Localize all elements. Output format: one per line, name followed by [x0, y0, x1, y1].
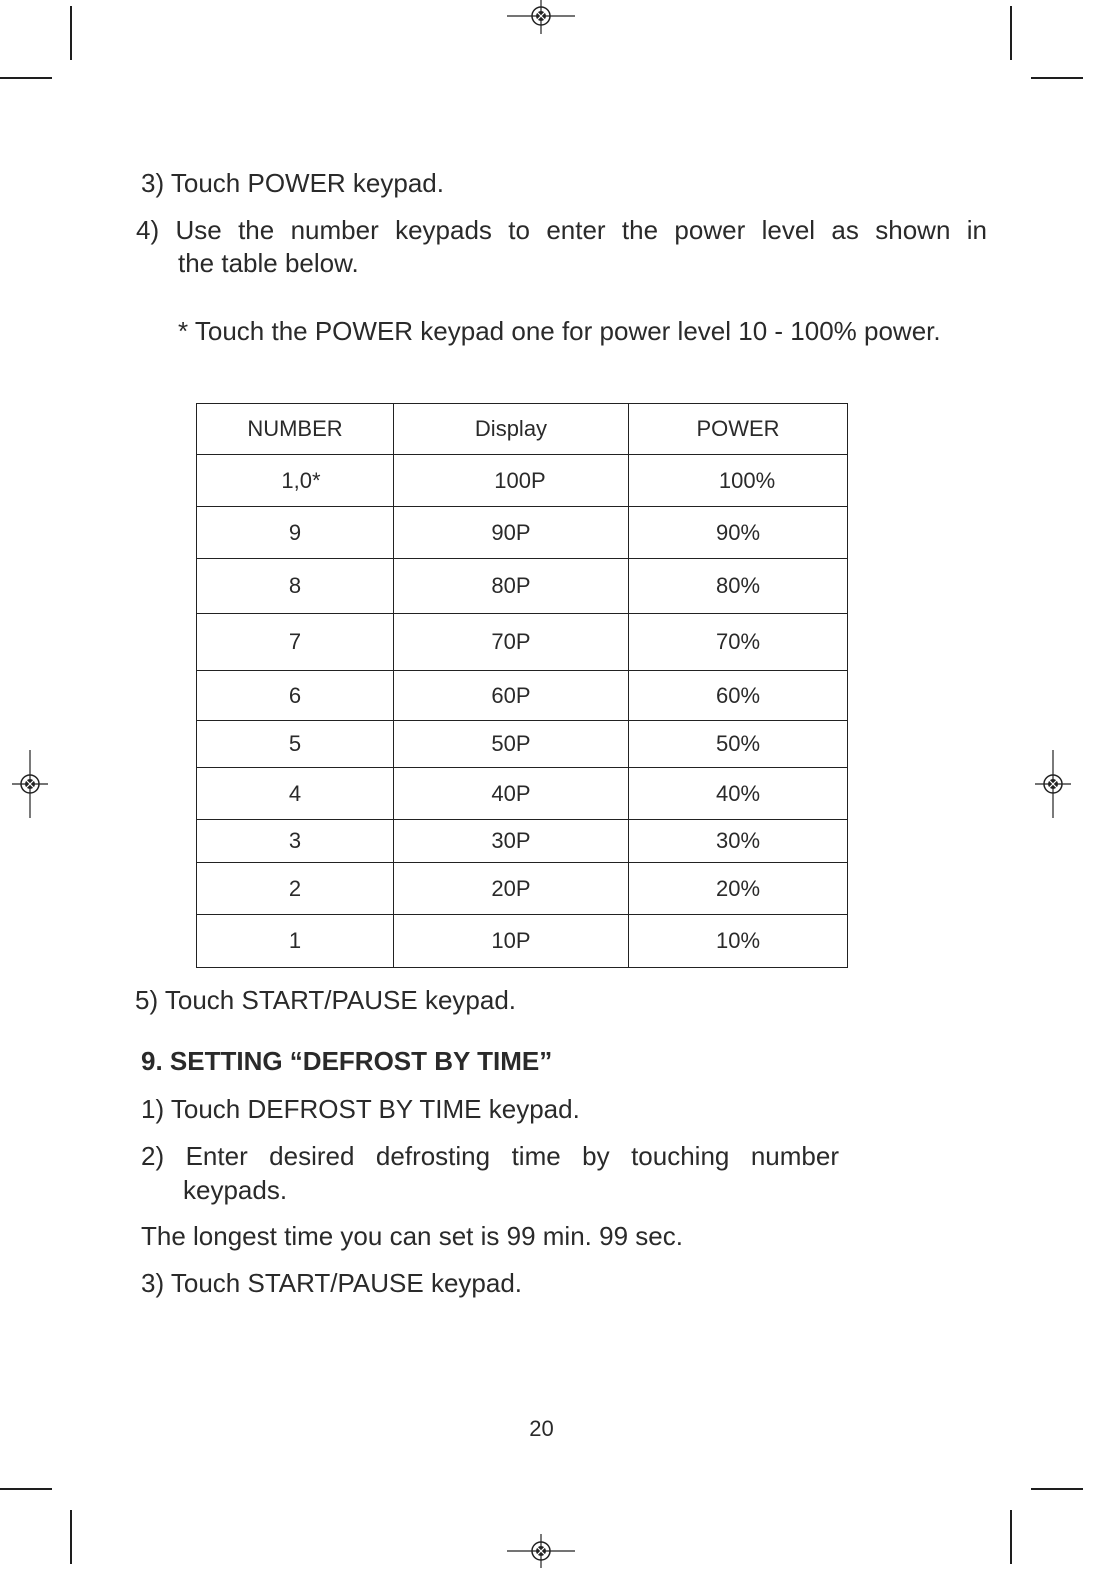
- step-4-line-2: the table below.: [178, 248, 359, 278]
- registration-mark-icon: [12, 750, 48, 818]
- cell-display: 100P: [394, 455, 629, 507]
- cell-number: 4: [197, 768, 394, 820]
- cell-number: 9: [197, 507, 394, 559]
- cell-display: 50P: [394, 721, 629, 768]
- cell-display: 30P: [394, 820, 629, 863]
- column-header-power: POWER: [629, 404, 848, 455]
- crop-mark: [1010, 1510, 1012, 1564]
- cell-power: 70%: [629, 614, 848, 671]
- table-row: [197, 863, 848, 915]
- table-row: [197, 768, 848, 820]
- cell-power: 10%: [629, 915, 848, 968]
- cell-power: 100%: [629, 455, 848, 507]
- defrost-step-3: 3) Touch START/PAUSE keypad.: [141, 1268, 523, 1298]
- column-header-display: Display: [394, 404, 629, 455]
- cell-number: 1,0*: [197, 455, 394, 507]
- registration-mark-icon: [507, 0, 575, 34]
- cell-number: 5: [197, 721, 394, 768]
- registration-mark-icon: [1035, 750, 1071, 818]
- cell-number: 8: [197, 559, 394, 614]
- cell-power: 40%: [629, 768, 848, 820]
- cell-display: 10P: [394, 915, 629, 968]
- table-row: [197, 671, 848, 721]
- registration-mark-icon: [507, 1534, 575, 1568]
- cell-display: 80P: [394, 559, 629, 614]
- crop-mark: [70, 1510, 72, 1564]
- cell-power: 20%: [629, 863, 848, 915]
- cell-display: 70P: [394, 614, 629, 671]
- crop-mark: [1010, 6, 1012, 60]
- crop-mark: [1031, 77, 1083, 79]
- cell-number: 3: [197, 820, 394, 863]
- cell-power: 80%: [629, 559, 848, 614]
- table-row: [197, 507, 848, 559]
- table-row: [197, 614, 848, 671]
- defrost-step-2-line-2: keypads.: [183, 1175, 288, 1205]
- table-row: [197, 915, 848, 968]
- cell-power: 50%: [629, 721, 848, 768]
- cell-number: 7: [197, 614, 394, 671]
- table-row: [197, 721, 848, 768]
- cell-display: 60P: [394, 671, 629, 721]
- cell-number: 6: [197, 671, 394, 721]
- cell-number: 1: [197, 915, 394, 968]
- step-5-start-pause: 5) Touch START/PAUSE keypad.: [135, 985, 517, 1015]
- cell-number: 2: [197, 863, 394, 915]
- cell-display: 20P: [394, 863, 629, 915]
- step-4-line-1: 4) Use the number keypads to enter the power level as shown in: [136, 215, 987, 245]
- cell-power: 90%: [629, 507, 848, 559]
- defrost-max-time-note: The longest time you can set is 99 min. 99 sec.: [141, 1221, 683, 1251]
- page-number: 20: [529, 1416, 554, 1441]
- table-header-row: [197, 404, 848, 455]
- table-row: [197, 820, 848, 863]
- crop-mark: [70, 6, 72, 60]
- crop-mark: [1031, 1488, 1083, 1490]
- power-note: * Touch the POWER keypad one for power level 10 - 100% power.: [178, 316, 941, 346]
- defrost-step-1: 1) Touch DEFROST BY TIME keypad.: [141, 1094, 580, 1124]
- crop-mark: [0, 77, 52, 79]
- cell-power: 60%: [629, 671, 848, 721]
- cell-power: 30%: [629, 820, 848, 863]
- table-row: [197, 455, 848, 507]
- defrost-step-2-line-1: 2) Enter desired defrosting time by touching number: [141, 1141, 839, 1171]
- column-header-number: NUMBER: [197, 404, 394, 455]
- power-level-table: [196, 403, 848, 968]
- table-row: [197, 559, 848, 614]
- cell-display: 40P: [394, 768, 629, 820]
- step-3-touch-power: 3) Touch POWER keypad.: [141, 168, 444, 198]
- crop-mark: [0, 1488, 52, 1490]
- section-9-heading: 9. SETTING “DEFROST BY TIME”: [141, 1046, 553, 1076]
- cell-display: 90P: [394, 507, 629, 559]
